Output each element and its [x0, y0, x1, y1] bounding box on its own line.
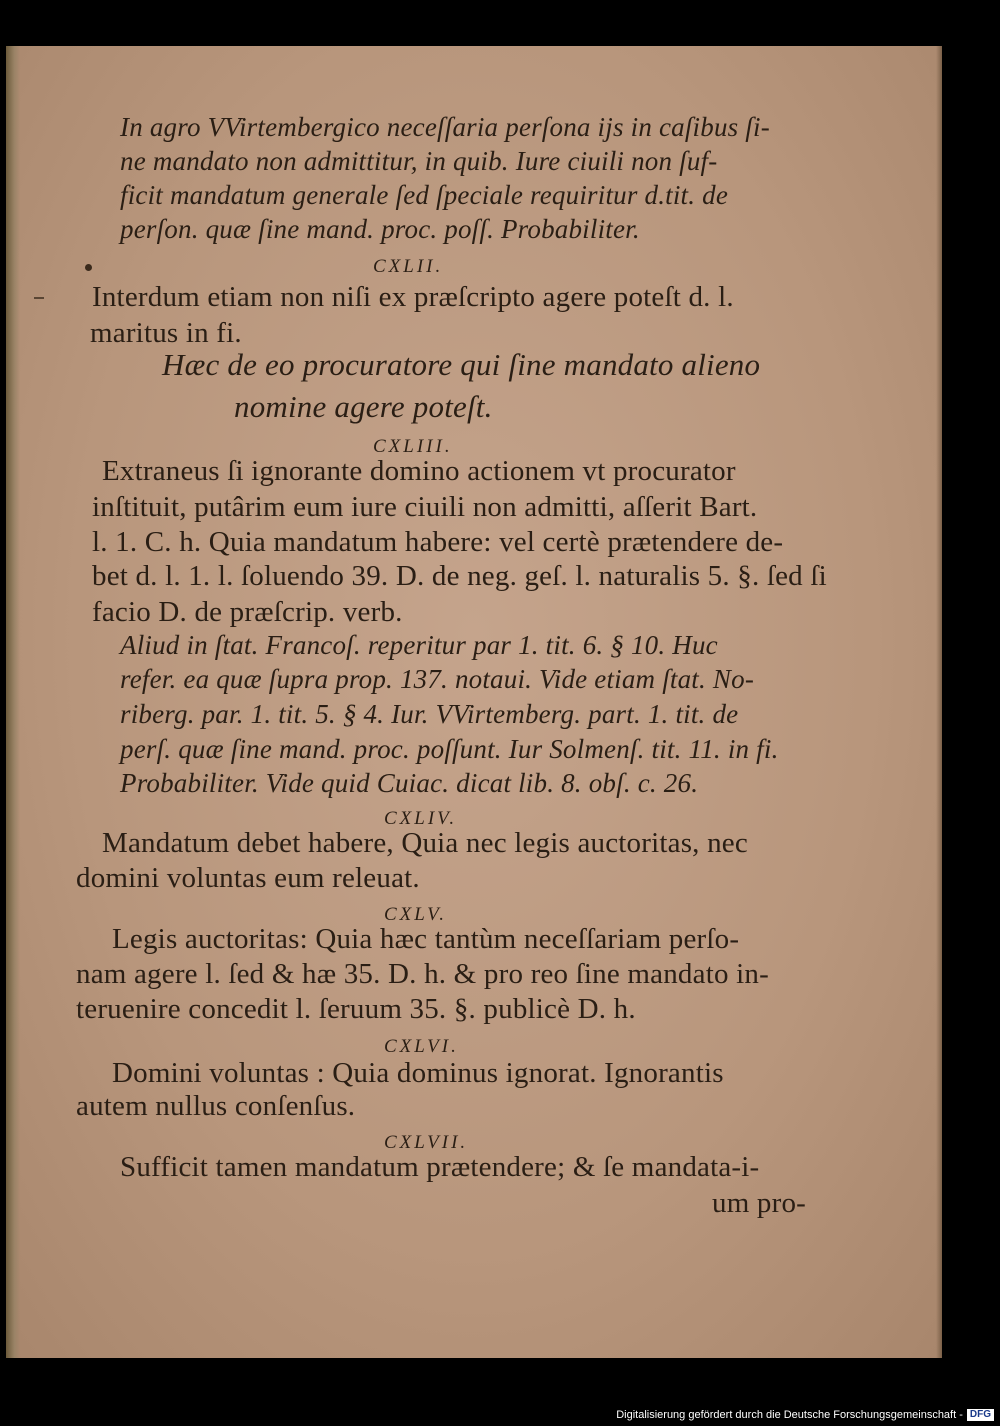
text-line: Probabiliter. Vide quid Cuiac. dicat lib. 8. obſ. c. 26. [120, 768, 699, 798]
text-line: domini voluntas eum releuat. [76, 862, 420, 894]
section-heading: nomine agere poteſt. [234, 389, 493, 424]
scanned-page [6, 46, 942, 1358]
text-line: ne mandato non admittitur, in quib. Iure ciuili non ſuf- [120, 146, 718, 176]
footer-credit [616, 1409, 994, 1421]
section-number: CXLIII. [373, 436, 453, 457]
section-number: CXLV. [384, 904, 448, 925]
text-line: bet d. l. 1. l. ſoluendo 39. D. de neg. geſ. l. naturalis 5. §. ſed ſi [92, 560, 827, 592]
section-number: CXLVII. [384, 1132, 469, 1153]
section-heading: Hæc de eo procuratore qui ſine mandato alieno [162, 347, 761, 382]
dfg-logo-icon: DFG [967, 1409, 994, 1421]
text-line: In agro VVirtembergico neceſſaria perſona ijs in caſibus ſi- [120, 112, 770, 142]
text-line: maritus in fi. [90, 317, 242, 349]
text-line: um pro- [712, 1187, 807, 1219]
section-number: CXLII. [373, 256, 444, 277]
text-line: perſ. quæ ſine mand. proc. poſſunt. Iur Solmenſ. tit. 11. in fi. [120, 734, 779, 764]
text-line: riberg. par. 1. tit. 5. § 4. Iur. VVirtemberg. part. 1. tit. de [120, 699, 739, 729]
text-line: Extraneus ſi ignorante domino actionem vt procurator [102, 455, 736, 487]
text-line: Sufficit tamen mandatum prætendere; & ſe mandata-i- [120, 1151, 760, 1183]
text-line: Aliud in ſtat. Francoſ. reperitur par 1. tit. 6. § 10. Huc [120, 630, 718, 660]
text-line: ficit mandatum generale ſed ſpeciale requiritur d.tit. de [120, 180, 729, 210]
text-line: autem nullus conſenſus. [76, 1090, 356, 1122]
ink-spot [85, 264, 92, 271]
text-line: teruenire concedit l. ſeruum 35. §. publicè D. h. [76, 993, 636, 1025]
text-line: Mandatum debet habere, Quia nec legis auctoritas, nec [102, 827, 748, 859]
text-line: Interdum etiam non niſi ex præſcripto agere poteſt d. l. [92, 281, 734, 313]
page-spine-shadow [6, 46, 20, 1358]
page-edge-shadow [936, 46, 942, 1358]
text-line: facio D. de præſcrip. verb. [92, 596, 403, 628]
text-line: Legis auctoritas: Quia hæc tantùm neceſſariam perſo- [112, 923, 740, 955]
section-number: CXLIV. [384, 808, 458, 829]
section-number: CXLVI. [384, 1036, 459, 1057]
text-line: nam agere l. ſed & hæ 35. D. h. & pro reo ſine mandato in- [76, 958, 769, 990]
text-line: perſon. quæ ſine mand. proc. poſſ. Probabiliter. [120, 214, 640, 244]
margin-mark [34, 297, 44, 299]
text-line: refer. ea quæ ſupra prop. 137. notaui. Vide etiam ſtat. No- [120, 664, 755, 694]
text-line: l. 1. C. h. Quia mandatum habere: vel certè prætendere de- [92, 526, 784, 558]
footer-credit-text: Digitalisierung gefördert durch die Deutsche Forschungsgemeinschaft - [616, 1409, 963, 1421]
text-line: inſtituit, putârim eum iure ciuili non admitti, aſſerit Bart. [92, 491, 758, 523]
text-line: Domini voluntas : Quia dominus ignorat. Ignorantis [112, 1057, 724, 1089]
